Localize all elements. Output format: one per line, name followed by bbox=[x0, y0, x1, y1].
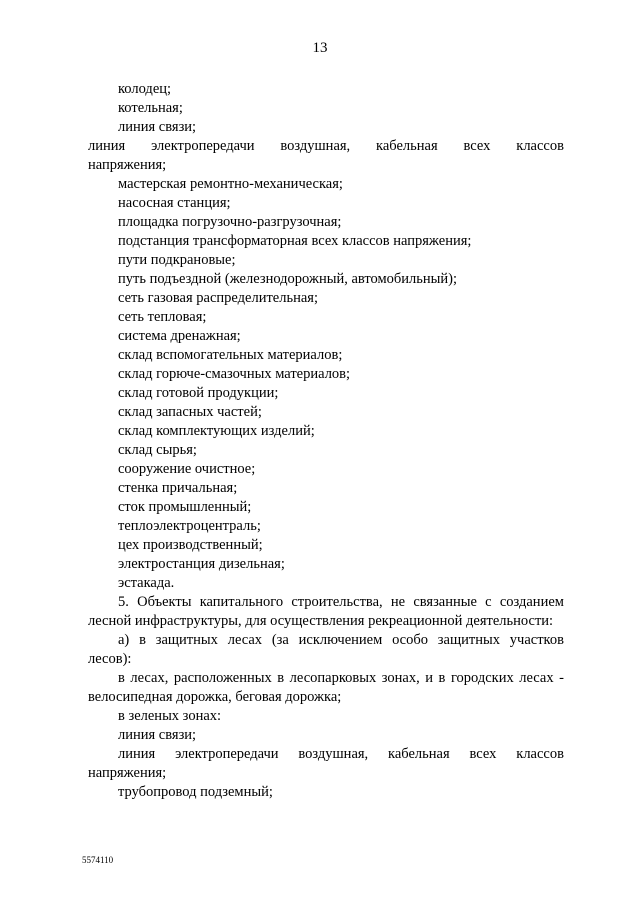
word: капитального bbox=[199, 594, 284, 610]
text-line: насосная станция; bbox=[118, 195, 231, 211]
word: классов bbox=[516, 746, 564, 762]
word: (за bbox=[271, 632, 289, 648]
text-line: цех производственный; bbox=[118, 537, 263, 553]
text-line: сеть газовая распределительная; bbox=[118, 290, 318, 306]
text-line: мастерская ремонтно-механическая; bbox=[118, 176, 343, 192]
word: зонах, bbox=[381, 670, 420, 686]
text-line: склад готовой продукции; bbox=[118, 385, 279, 401]
text-line: подстанция трансформаторная всех классов напряжения; bbox=[118, 233, 472, 249]
word: в bbox=[438, 670, 446, 686]
text-line: сеть тепловая; bbox=[118, 309, 207, 325]
word: лесах, bbox=[130, 670, 169, 686]
word: всех bbox=[469, 746, 497, 762]
text-line: электростанция дизельная; bbox=[118, 556, 285, 572]
word: исключением bbox=[298, 632, 383, 648]
word: в bbox=[277, 670, 285, 686]
word: лесах bbox=[519, 670, 554, 686]
text-line: эстакада. bbox=[118, 575, 175, 591]
word: не bbox=[390, 594, 406, 610]
text-line: склад горюче-смазочных материалов; bbox=[118, 366, 351, 382]
word: в bbox=[118, 670, 125, 686]
word: лесах bbox=[227, 632, 263, 648]
word: электропередачи bbox=[151, 138, 255, 154]
text-line: склад комплектующих изделий; bbox=[118, 423, 315, 439]
word: всех bbox=[463, 138, 491, 154]
text-line bbox=[88, 745, 564, 764]
document-code: 5574110 bbox=[82, 855, 114, 865]
text-line: трубопровод подземный; bbox=[118, 784, 273, 800]
text-line: линия связи; bbox=[118, 727, 197, 743]
word: с bbox=[485, 594, 492, 610]
word: участков bbox=[509, 632, 564, 648]
text-line bbox=[88, 669, 564, 688]
text-line: система дренажная; bbox=[118, 328, 241, 344]
word: связанные bbox=[413, 594, 477, 610]
text-line: котельная; bbox=[118, 100, 183, 116]
word: электропередачи bbox=[175, 746, 279, 762]
word: созданием bbox=[499, 594, 564, 610]
word: кабельная bbox=[388, 746, 450, 762]
word: кабельная bbox=[376, 138, 438, 154]
word: Объекты bbox=[137, 594, 192, 610]
text-line: в зеленых зонах: bbox=[118, 708, 222, 724]
word: классов bbox=[516, 138, 564, 154]
word: линия bbox=[88, 138, 126, 154]
word: в bbox=[139, 632, 146, 648]
word: городских bbox=[450, 670, 514, 686]
text-line: склад вспомогательных материалов; bbox=[118, 347, 343, 363]
word: защитных bbox=[155, 632, 218, 648]
text-line: сооружение очистное; bbox=[118, 461, 256, 477]
text-line: путь подъездной (железнодорожный, автомобильный); bbox=[118, 271, 458, 287]
text-line: сток промышленный; bbox=[118, 499, 252, 515]
word: 5. bbox=[118, 594, 129, 610]
word: особо bbox=[392, 632, 428, 648]
text-line bbox=[88, 593, 564, 612]
word: а) bbox=[118, 632, 130, 648]
text-line: напряжения; bbox=[88, 765, 167, 781]
word: лесопарковых bbox=[289, 670, 377, 686]
word: расположенных bbox=[173, 670, 272, 686]
text-line: склад сырья; bbox=[118, 442, 197, 458]
word: и bbox=[425, 670, 434, 686]
text-line: лесов): bbox=[88, 651, 132, 667]
page-number: 13 bbox=[312, 40, 328, 56]
text-line: линия связи; bbox=[118, 119, 197, 135]
text-line: колодец; bbox=[118, 81, 172, 97]
text-line bbox=[88, 137, 564, 156]
word: линия bbox=[118, 746, 156, 762]
text-line: пути подкрановые; bbox=[118, 252, 236, 268]
text-line: теплоэлектроцентраль; bbox=[118, 518, 261, 534]
word: защитных bbox=[437, 632, 500, 648]
text-line: напряжения; bbox=[88, 157, 167, 173]
word: воздушная, bbox=[298, 746, 369, 762]
text-line: площадка погрузочно-разгрузочная; bbox=[118, 214, 342, 230]
document-body bbox=[88, 80, 564, 802]
text-line: стенка причальная; bbox=[118, 480, 238, 496]
text-line: лесной инфраструктуры, для осуществления рекреационной деятельности: bbox=[88, 613, 554, 629]
word: воздушная, bbox=[280, 138, 351, 154]
text-line: склад запасных частей; bbox=[118, 404, 262, 420]
text-line: велосипедная дорожка, беговая дорожка; bbox=[88, 689, 342, 705]
word: - bbox=[559, 670, 564, 686]
text-line bbox=[88, 631, 564, 650]
word: строительства, bbox=[291, 594, 383, 610]
